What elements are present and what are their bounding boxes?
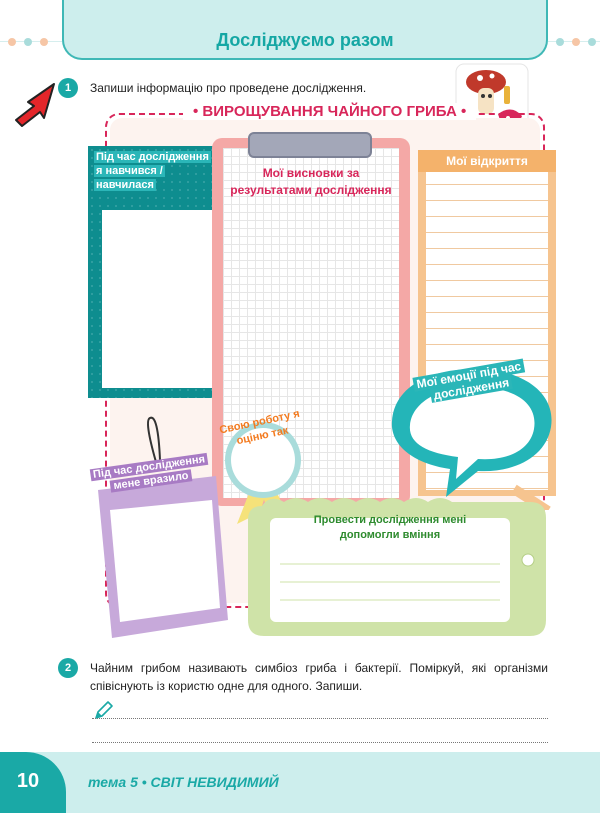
emotions-label: Мої емоції під час дослідження [389, 354, 551, 409]
page-number: 10 [16, 770, 40, 792]
task-number-2: 2 [58, 658, 78, 678]
task-1-text: Запиши інформацію про проведене дослідження. [90, 81, 367, 95]
poster-title: • ВИРОЩУВАННЯ ЧАЙНОГО ГРИБА • [183, 103, 476, 120]
conclusions-label: Мої висновки за результатами дослідження [230, 166, 392, 197]
self-assessment-label: Свою роботу я оціню так [218, 407, 301, 448]
surprised-tag [88, 410, 238, 645]
header-dot [556, 38, 564, 46]
header-dot [24, 38, 32, 46]
header-dot [8, 38, 16, 46]
header-dot [40, 38, 48, 46]
surprised-label: Під час дослідження мене вразило [79, 450, 222, 497]
task-number-1: 1 [58, 78, 78, 98]
header-dot [572, 38, 580, 46]
answer-line[interactable] [92, 718, 548, 719]
page-title: Досліджуємо разом [216, 30, 394, 50]
learned-writing-area[interactable] [102, 210, 214, 388]
footer-topic: тема 5 • СВІТ НЕВИДИМИЙ [88, 774, 279, 790]
clipboard-clip [248, 132, 372, 158]
red-arrow-icon [10, 80, 60, 130]
header-dot [588, 38, 596, 46]
task-2-text: Чайним грибом називають симбіоз гриба і бактерії. Поміркуй, які організми співіснують із користю одне для одного. Запиши. [90, 661, 548, 693]
learned-label: Під час дослідження я навчився / навчилася [96, 151, 209, 191]
answer-line[interactable] [92, 742, 548, 743]
skills-label: Провести дослідження мені допомогли вміння [313, 514, 467, 541]
discoveries-label: Мої відкриття [418, 150, 556, 172]
